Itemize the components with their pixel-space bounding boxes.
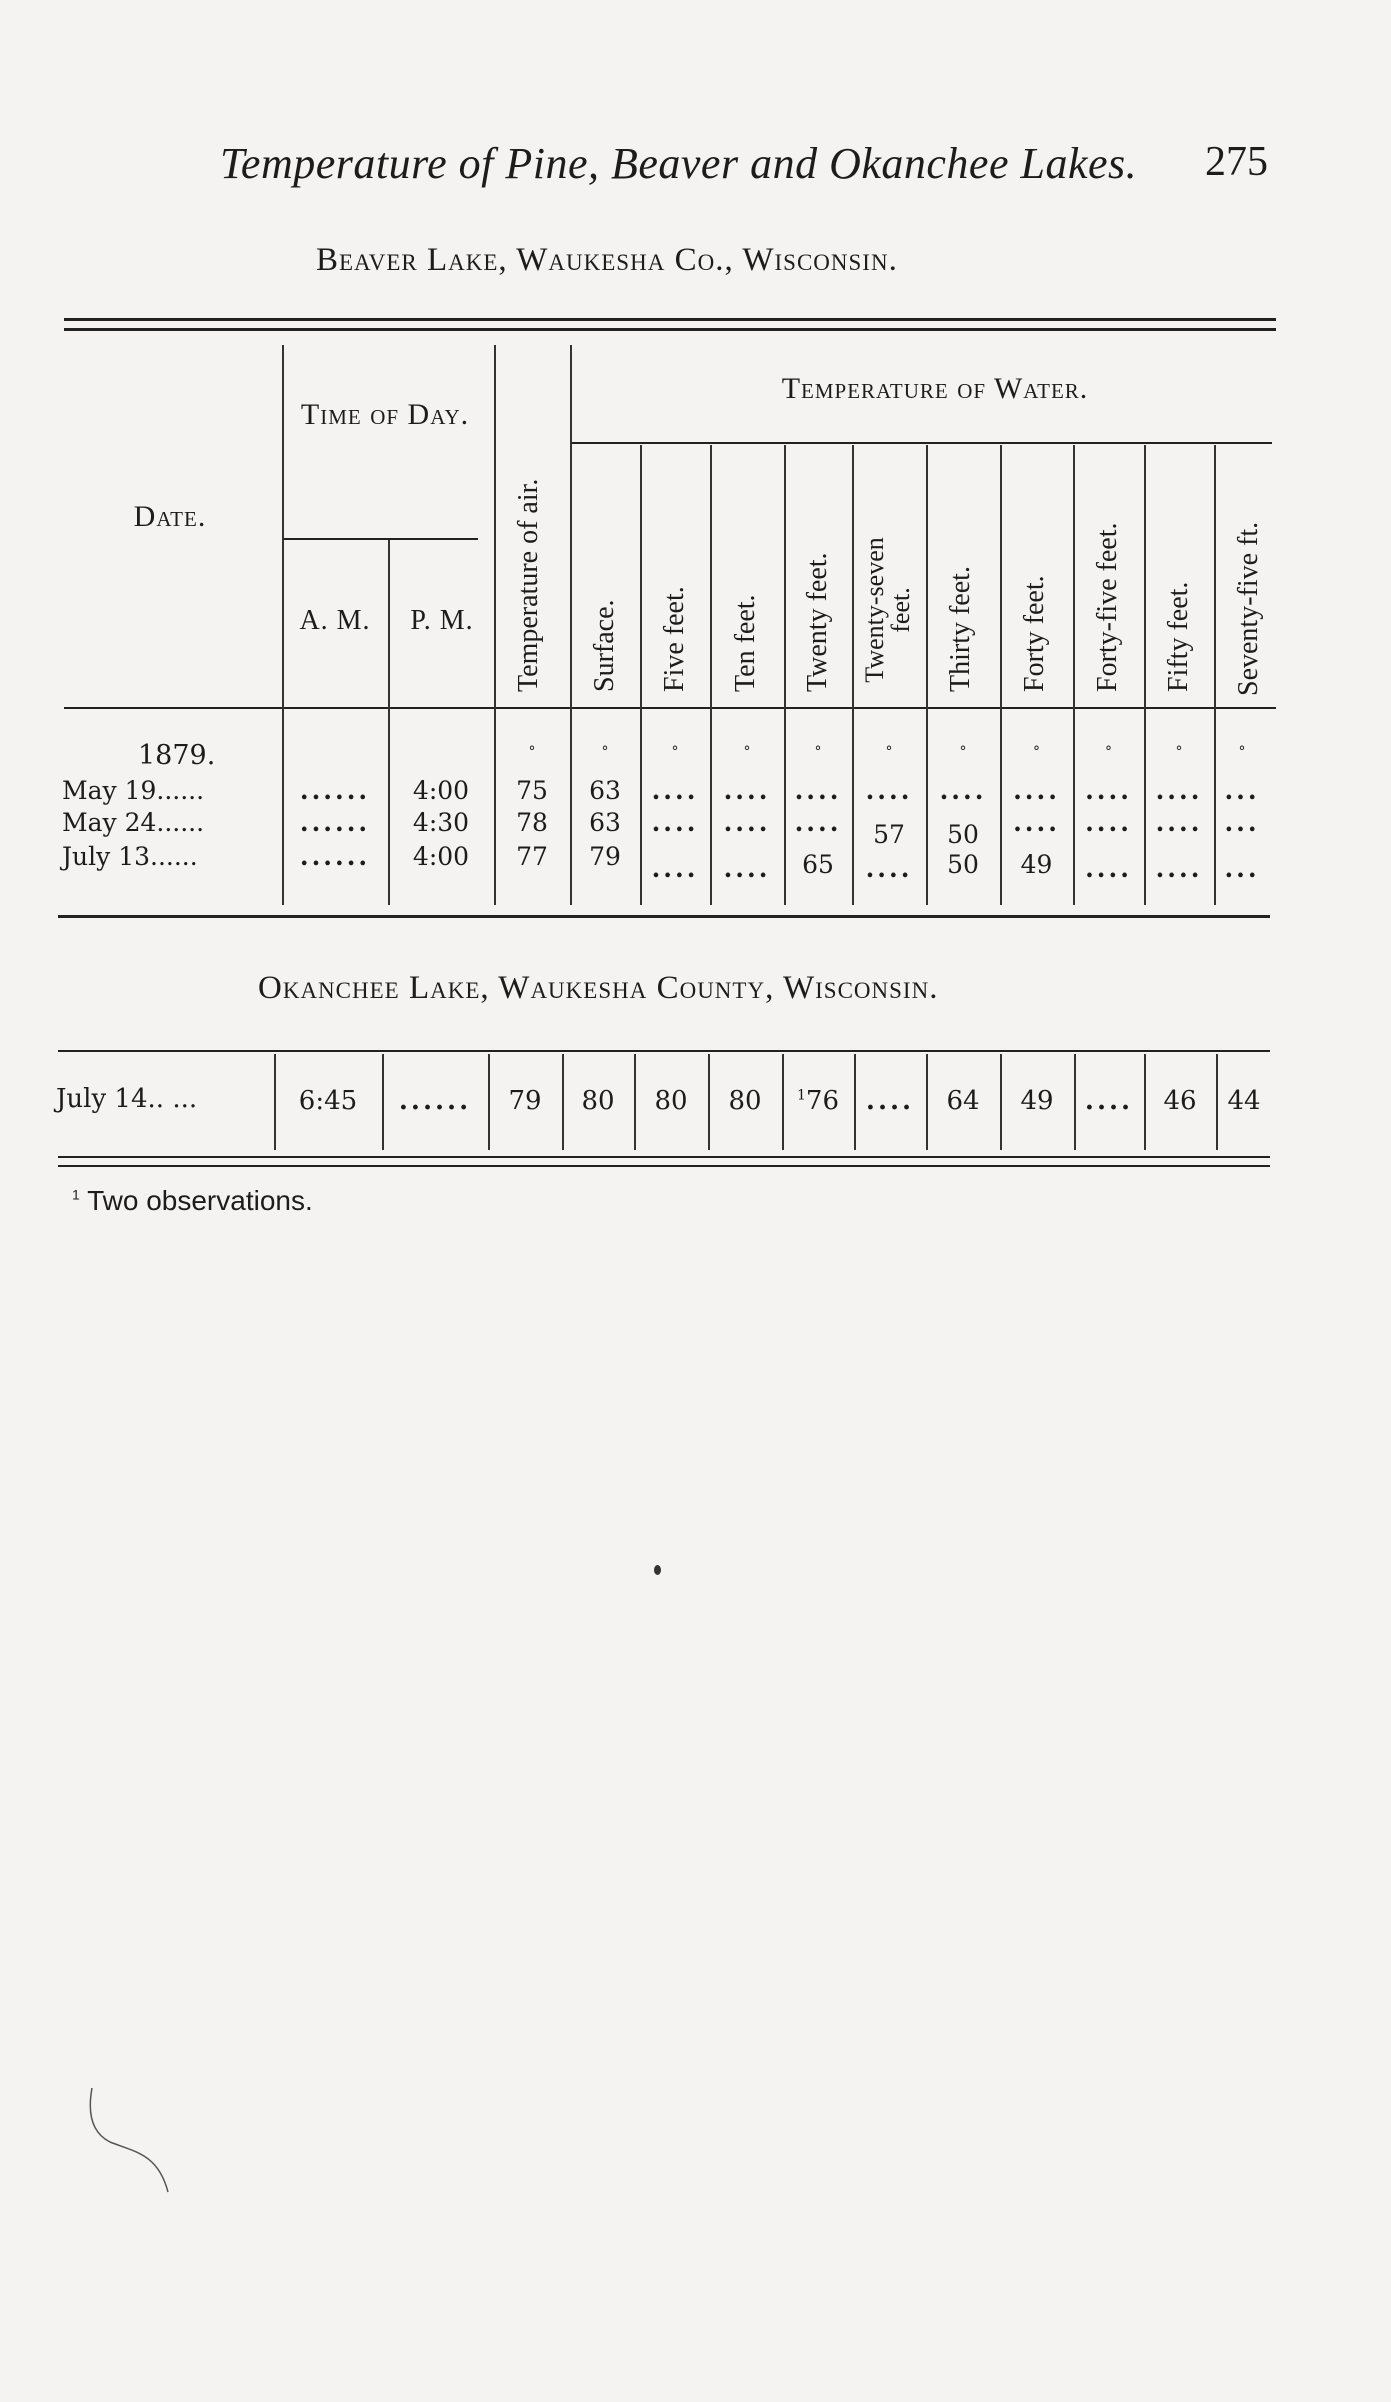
top-rule-2 [64,328,1276,331]
row-forty-five: .... [1085,776,1132,805]
row-twenty-seven: .... [865,776,913,805]
row-twenty-seven: 57 [873,820,905,849]
row-five: .... [651,854,699,883]
ink-speck [654,1565,661,1575]
row-ten: .... [723,854,771,883]
row-air: 77 [516,842,548,871]
ok-row-am: 6:45 [298,1086,358,1116]
degree-mark: ° [814,744,822,760]
ok-row-five: 80 [654,1086,688,1116]
row-seventy-five: ... [1224,854,1260,883]
row-pm: 4:00 [412,776,470,805]
ok-row-forty: 49 [1020,1086,1054,1116]
time-of-day-rule [282,538,478,540]
row-air: 78 [516,808,548,837]
degree-mark: ° [601,744,609,760]
row-date: May 24...... [62,808,205,837]
ok-row-twenty [782,1086,854,1116]
degree-mark: ° [1238,744,1246,760]
header-pm: P. M. [410,605,474,636]
okanchee-bottom-rule-2 [58,1165,1270,1167]
row-five: .... [651,776,699,805]
row-surface: 79 [589,842,621,871]
row-twenty: .... [794,808,842,837]
header-seventy-five-ft: Seventy-five ft. [1233,521,1264,696]
water-temp-rule [572,442,1272,444]
beaver-lake-title: Beaver Lake, Waukesha Co., Wisconsin. [316,242,898,278]
degree-mark: ° [1033,744,1040,760]
row-date: July 13...... [62,842,198,871]
row-forty-five: .... [1085,808,1132,837]
degree-mark: ° [1105,744,1112,760]
row-air: 75 [516,776,548,805]
degree-mark: ° [1175,744,1183,760]
header-fifty-feet: Fifty feet. [1163,581,1194,692]
degree-mark: ° [885,744,893,760]
row-twenty: .... [794,776,842,805]
header-forty-five-feet: Forty-five feet. [1092,522,1123,692]
header-forty-feet: Forty feet. [1019,575,1050,692]
ok-row-twenty-value: 76 [805,1086,839,1116]
header-ten-feet: Ten feet. [730,594,761,692]
row-surface: 63 [589,808,621,837]
row-forty: 49 [1020,850,1053,879]
header-time-of-day: Time of Day. [300,398,470,431]
row-seventy-five: ... [1224,776,1260,805]
page-header-title: Temperature of Pine, Beaver and Okanchee Lakes. [220,139,1138,188]
header-thirty-feet: Thirty feet. [945,566,976,692]
row-am: ...... [299,808,371,837]
footnote-marker: 1 [796,1087,806,1104]
row-pm: 4:30 [412,808,470,837]
row-am: ...... [299,776,371,805]
page-number: 275 [1205,139,1268,185]
footnote-text: Two observations. [87,1185,313,1216]
row-seventy-five: ... [1224,808,1260,837]
ok-row-twenty-seven: .... [865,1086,915,1116]
row-date: May 19...... [62,776,205,805]
footnote [72,1185,313,1217]
header-bottom-rule [64,707,1276,709]
ok-row-surface: 80 [581,1086,615,1116]
row-surface: 63 [589,776,621,805]
header-am: A. M. [299,605,371,636]
row-fifty: .... [1155,808,1203,837]
header-five-feet: Five feet. [659,586,690,692]
header-surface: Surface. [589,599,620,692]
row-ten: .... [723,808,771,837]
header-twenty-feet: Twenty feet. [802,552,833,692]
degree-mark: ° [959,744,967,760]
row-am: ...... [299,842,371,871]
row-forty-five: .... [1085,854,1132,883]
row-twenty-seven: .... [865,854,913,883]
row-five: .... [651,808,699,837]
okanchee-top-rule [58,1050,1270,1052]
top-rule-1 [64,318,1276,321]
ok-row-forty-five: .... [1084,1086,1134,1116]
footnote-mark: 1 [72,1186,80,1203]
ok-row-fifty: 46 [1163,1086,1197,1116]
row-pm: 4:00 [412,842,470,871]
okanchee-bottom-rule-1 [58,1156,1270,1158]
row-thirty: .... [939,776,987,805]
header-temperature-of-air: Temperature of air. [513,478,544,692]
header-twenty-seven-feet: Twenty-seven feet. [860,537,915,683]
ok-row-pm: ...... [398,1086,472,1116]
degree-mark: ° [528,744,536,760]
row-thirty: 50 [947,850,979,879]
ok-row-date: July 14.. ... [56,1084,198,1114]
header-date: Date. [133,500,207,533]
header-temperature-of-water: Temperature of Water. [781,372,1089,405]
pencil-mark [80,2080,180,2200]
ok-row-ten: 80 [728,1086,762,1116]
row-thirty: 50 [947,820,979,849]
ok-row-thirty: 64 [946,1086,980,1116]
beaver-table-bottom-rule [58,915,1270,918]
row-forty: .... [1013,808,1060,837]
year-label: 1879. [138,740,216,771]
okanchee-lake-title: Okanchee Lake, Waukesha County, Wisconsin. [258,970,939,1006]
degree-mark: ° [671,744,679,760]
row-ten: .... [723,776,771,805]
row-fifty: .... [1155,854,1203,883]
row-twenty: 65 [802,850,834,879]
row-fifty: .... [1155,776,1203,805]
ok-row-seventy-five: 44 [1227,1086,1261,1116]
ok-row-air: 79 [508,1086,542,1116]
degree-mark: ° [743,744,751,760]
row-forty: .... [1013,776,1060,805]
